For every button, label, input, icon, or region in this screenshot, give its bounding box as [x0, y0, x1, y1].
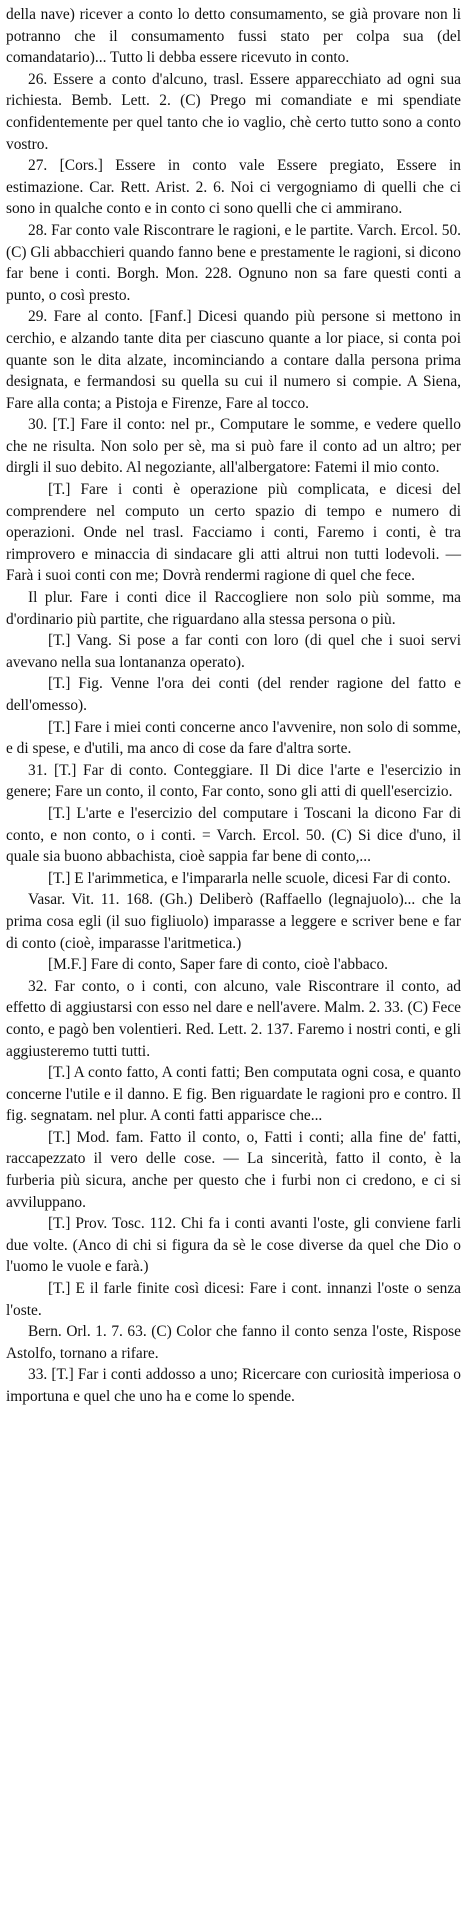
entry-31-sub-3: [M.F.] Fare di conto, Saper fare di conto, cioè l'abbaco. — [48, 956, 389, 974]
entry-31-citation: Vasar. Vit. 11. 168. (Gh.) Deliberò (Raffaello (legnajuolo)... che la prima cosa egli (il suo figliuolo) imparasse a leggere e scriver bene e far di conto (cioè, imparasse l'aritmetica.) — [6, 891, 461, 952]
entry-30-sub-3: [T.] Fig. Venne l'ora dei conti (del render ragione del fatto e dell'omesso). — [6, 675, 461, 714]
entry-30-sub-2: [T.] Vang. Si pose a far conti con loro (di quel che i suoi servi avevano nella sua lontananza operato). — [6, 632, 461, 671]
entry-27: 27. [Cors.] Essere in conto vale Essere pregiato, Essere in estimazione. Car. Rett. Arist. 2. 6. Noi ci vergogniamo di quelli che ci sono in qualche conto e in conto ci sono quelli che ci ammirano. — [6, 157, 461, 218]
entry-32-citation: Bern. Orl. 1. 7. 63. (C) Color che fanno il conto senza l'oste, Rispose Astolfo, tornano a rifare. — [6, 1323, 461, 1362]
entry-30-plural: Il plur. Fare i conti dice il Raccogliere non solo più somme, ma d'ordinario più partite, che riguardano alla stessa persona o più. — [6, 589, 461, 628]
entry-28: 28. Far conto vale Riscontrare le ragioni, e le partite. Varch. Ercol. 50. (C) Gli abbacchieri quando fanno bene e prestamente le ragioni, si dicono far bene i conti. Borgh. Mon. 228. Ognuno non sa fare questi conti a punto, o così presto. — [6, 221, 461, 304]
entry-32-sub-3: [T.] Prov. Tosc. 112. Chi fa i conti avanti l'oste, gli conviene farli due volte. (Anco di chi si figura da sè le cose diverse da quel che Dio o l'uomo le vuole e farà.) — [6, 1215, 461, 1276]
entry-32: 32. Far conto, o i conti, con alcuno, vale Riscontrare il conto, ad effetto di aggiustarsi con esso nel dare e nell'avere. Malm. 2. 33. (C) Fece conto, e pagò ben volentieri. Red. Lett. 2. 137. Faremo i nostri conti, e gli aggiusteremo tutti tutti. — [6, 977, 461, 1060]
entry-31-sub-1: [T.] L'arte e l'esercizio del computare i Toscani la dicono Far di conto, e non conto, o i conti. = Varch. Ercol. 50. (C) Si dice d'uno, il quale sia buono abbachista, cioè sappia far bene di conto,... — [6, 804, 461, 866]
entry-31-sub-2: [T.] E l'arimmetica, e l'impararla nelle scuole, dicesi Far di conto. — [48, 869, 451, 887]
entry-29: 29. Fare al conto. [Fanf.] Dicesi quando più persone si mettono in cerchio, e alzando tante dita per ciascuno quante a lor piace, si conta poi quante son le dita alzate, incominciando a contare dalla persona prima designata, e fermandosi su quella su cui il numero si compie. A Siena, Fare alla conta; a Pistoja e Firenze, Fare al tocco. — [6, 308, 461, 412]
entry-30-sub-1: [T.] Fare i conti è operazione più complicata, e dicesi del comprendere nel computo un certo spazio di tempo e numero di operazioni. Onde nel trasl. Facciamo i conti, Faremo i conti, è tra rimprovero e minaccia di sindacare gli atti altrui non tutti lodevoli. — Farà i suoi conti con me; Dovrà rendermi ragione di quel che fece. — [6, 481, 461, 585]
entry-32-sub-4: [T.] E il farle finite così dicesi: Fare i cont. innanzi l'oste o senza l'oste. — [6, 1280, 461, 1319]
entry-30-sub-4: [T.] Fare i miei conti concerne anco l'avvenire, non solo di somme, e di spese, e d'utili, ma anco di cose da fare d'altra sorte. — [6, 718, 461, 758]
entry-30: 30. [T.] Fare il conto: nel pr., Computare le somme, e vedere quello che ne risulta. Non solo per sè, ma si può fare il conto ad un altro; per dirgli il suo debito. Al negoziante, all'albergatore: Fatemi il mio conto. — [6, 416, 461, 477]
entry-33: 33. [T.] Far i conti addosso a uno; Ricercare con curiosità imperiosa o importuna e quel che uno ha e come lo spende. — [6, 1366, 461, 1405]
entry-26: 26. Essere a conto d'alcuno, trasl. Essere apparecchiato ad ogni sua richiesta. Bemb. Lett. 2. (C) Prego mi comandiate e mi spendiate confidentemente per quel tanto che io vaglio, chè certo tutto sono a conto vostro. — [6, 70, 461, 153]
entry-32-sub-1: [T.] A conto fatto, A conti fatti; Ben computata ogni cosa, e quanto concerne l'utile e il danno. E fig. Ben riguardate le ragioni pro e contro. Il fig. segnatam. nel plur. A conti fatti apparisce che... — [6, 1064, 461, 1125]
entry-31: 31. [T.] Far di conto. Conteggiare. Il Di dice l'arte e l'esercizio in genere; Fare un conto, il conto, Far conto, sono gli atti di quell'esercizio. — [6, 761, 461, 801]
entry-25-continuation: della nave) ricever a conto lo detto consumamento, se già provare non li potranno che il consumamento fussi stato per colpa sua (del comandatario)... Tutto li debba essere ricevuto in conto. — [6, 6, 461, 67]
entry-32-sub-2: [T.] Mod. fam. Fatto il conto, o, Fatti i conti; alla fine de' fatti, raccapezzato il vero delle cose. — La sincerità, fatto il conto, è la furberia più sicura, anche per questo che i furbi non ci credono, e ci si avviluppano. — [6, 1128, 461, 1211]
